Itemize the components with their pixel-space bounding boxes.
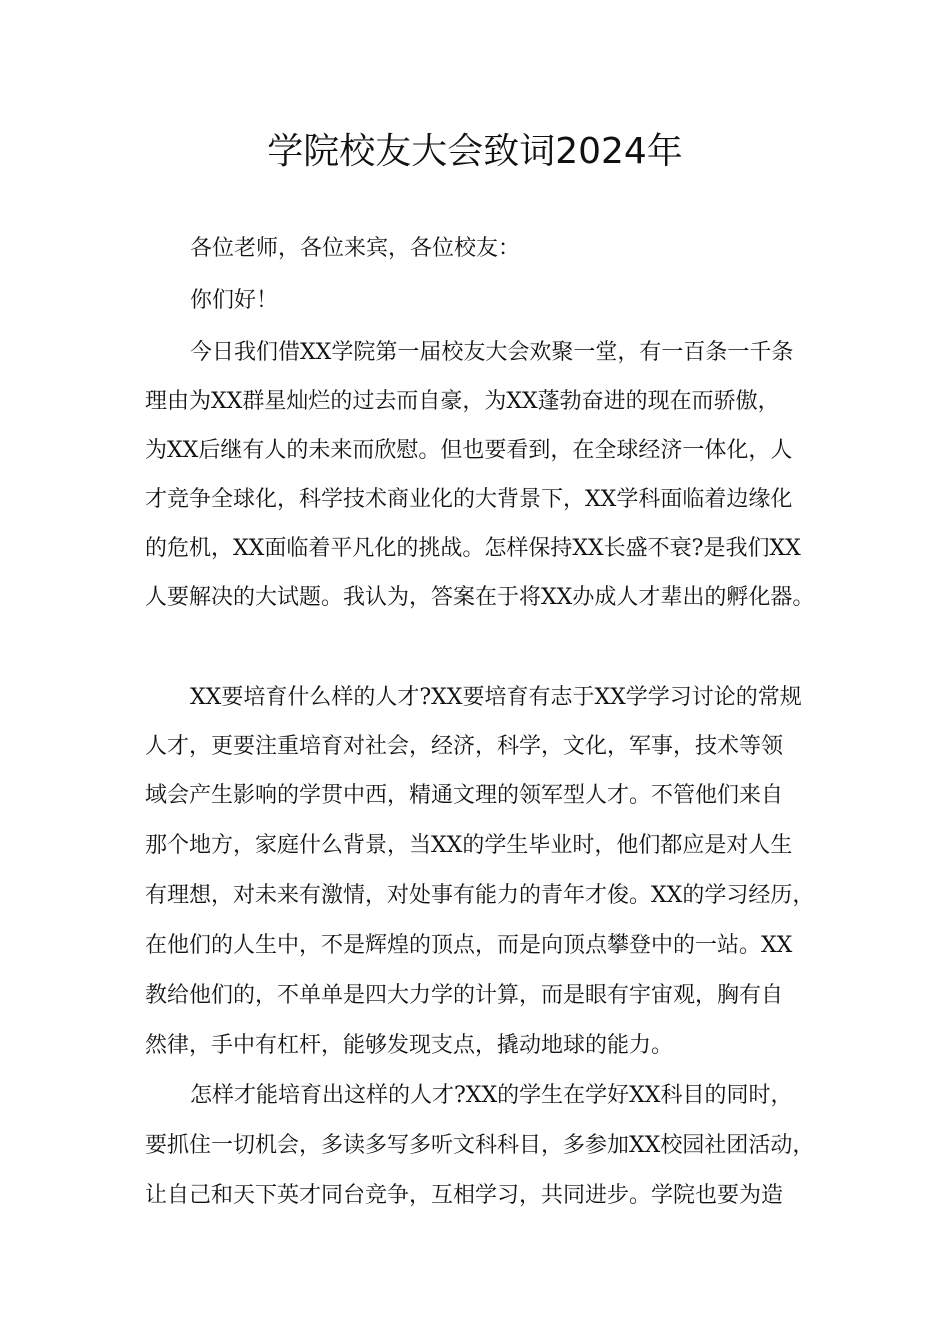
paragraph-line: 人才，更要注重培育对社会，经济，科学，文化，军事，技术等领 — [145, 734, 784, 759]
paragraph-line: 人要解决的大试题。我认为，答案在于将XX办成人才辈出的孵化器。 — [145, 585, 815, 610]
document-title: 学院校友大会致词2024年 — [267, 131, 683, 172]
paragraph-line: 理由为XX群星灿烂的过去而自豪，为XX蓬勃奋进的现在而骄傲， — [145, 389, 780, 414]
paragraph-line: 然律，手中有杠杆，能够发现支点，撬动地球的能力。 — [145, 1033, 674, 1058]
paragraph-line: 的危机，XX面临着平凡化的挑战。怎样保持XX长盛不衰?是我们XX — [145, 536, 801, 561]
paragraph-line: 今日我们借XX学院第一届校友大会欢聚一堂，有一百条一千条 — [190, 340, 794, 365]
paragraph-line: 怎样才能培育出这样的人才?XX的学生在学好XX科目的同时， — [190, 1083, 793, 1108]
paragraph-line: 教给他们的，不单单是四大力学的计算，而是眼有宇宙观，胸有自 — [145, 983, 784, 1008]
paragraph-line: 那个地方，家庭什么背景，当XX的学生毕业时，他们都应是对人生 — [145, 833, 793, 858]
greeting: 你们好！ — [190, 288, 279, 313]
paragraph-line: XX要培育什么样的人才?XX要培育有志于XX学学习讨论的常规 — [190, 685, 802, 710]
salutation: 各位老师，各位来宾，各位校友： — [190, 236, 521, 261]
paragraph-line: 域会产生影响的学贯中西，精通文理的领军型人才。不管他们来自 — [145, 783, 784, 808]
paragraph-line: 有理想，对未来有激情，对处事有能力的青年才俊。XX的学习经历， — [145, 883, 815, 908]
paragraph-line: 在他们的人生中，不是辉煌的顶点，而是向顶点攀登中的一站。XX — [145, 933, 793, 958]
paragraph-line: 让自己和天下英才同台竞争，互相学习，共同进步。学院也要为造 — [145, 1183, 784, 1208]
paragraph-line: 才竞争全球化，科学技术商业化的大背景下，XX学科面临着边缘化 — [145, 487, 793, 512]
paragraph-line: 为XX后继有人的未来而欣慰。但也要看到，在全球经济一体化，人 — [145, 438, 793, 463]
paragraph-line: 要抓住一切机会，多读多写多听文科科目，多参加XX校园社团活动， — [145, 1133, 815, 1158]
